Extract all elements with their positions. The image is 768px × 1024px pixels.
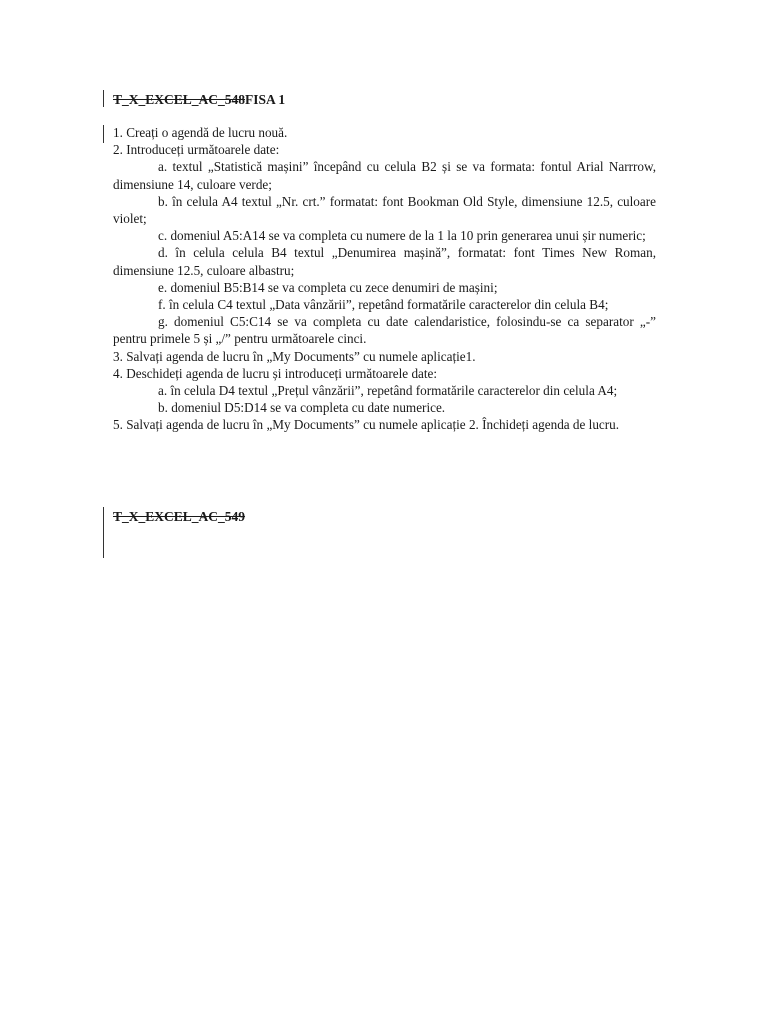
change-bar bbox=[103, 507, 104, 558]
instruction: 5. Salvați agenda de lucru în „My Documents” cu numele aplicație 2. Închideți agenda de lucru. bbox=[113, 417, 620, 433]
deleted-code: T_X_EXCEL_AC_549 bbox=[113, 509, 246, 524]
sub-instruction: g. domeniul C5:C14 se va completa cu date calendaristice, folosindu-se ca separator „-” pentru primele 5 și „/” pentru următoarele cinci. bbox=[113, 314, 656, 347]
deleted-code: T_X_EXCEL_AC_548 bbox=[113, 92, 246, 107]
instruction: 1. Creați o agendă de lucru nouă. bbox=[113, 125, 288, 140]
exercise-header bbox=[113, 91, 285, 108]
change-bar bbox=[103, 90, 104, 107]
sub-instruction: c. domeniul A5:A14 se va completa cu numere de la 1 la 10 prin generarea unui șir numeric; bbox=[158, 228, 646, 244]
sub-instruction: d. în celula celula B4 textul „Denumirea mașină”, formatat: font Times New Roman, dimensiune 12.5, culoare albastru; bbox=[113, 245, 656, 278]
sub-instruction: f. în celula C4 textul „Data vânzării”, repetând formatările caracterelor din celula B4; bbox=[158, 297, 609, 313]
sub-instruction: a. textul „Statistică mașini” începând cu celula B2 și se va formata: fontul Arial Narrrow, dimensiune 14, culoare verde; bbox=[113, 159, 656, 192]
instruction: 2. Introduceți următoarele date: bbox=[113, 142, 280, 158]
sheet-title: FISA 1 bbox=[245, 92, 286, 107]
instruction: 3. Salvați agenda de lucru în „My Documents” cu numele aplicație1. bbox=[113, 348, 476, 364]
sub-instruction: b. în celula A4 textul „Nr. crt.” formatat: font Bookman Old Style, dimensiune 12.5, culoare violet; bbox=[113, 193, 656, 227]
change-bar bbox=[103, 125, 104, 143]
exercise-instructions bbox=[113, 124, 656, 434]
sub-instruction: b. domeniul D5:D14 se va completa cu date numerice. bbox=[158, 400, 446, 416]
next-exercise-header bbox=[113, 508, 245, 525]
instruction: 4. Deschideți agenda de lucru și introduceți următoarele date: bbox=[113, 365, 438, 381]
sub-instruction: e. domeniul B5:B14 se va completa cu zece denumiri de mașini; bbox=[158, 279, 498, 295]
sub-instruction: a. în celula D4 textul „Prețul vânzării”, repetând formatările caracterelor din celula A4; bbox=[158, 383, 618, 399]
